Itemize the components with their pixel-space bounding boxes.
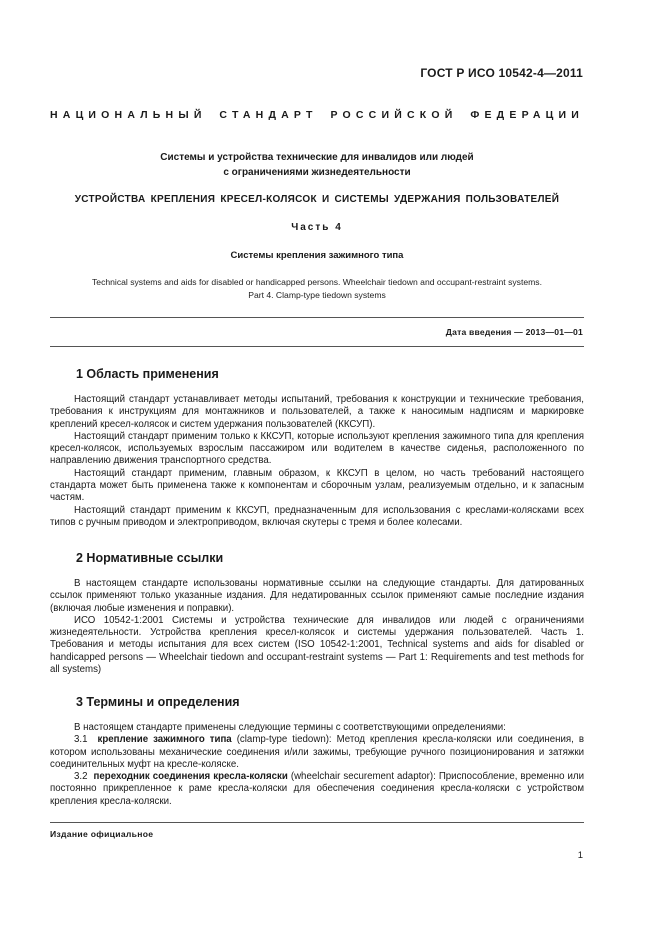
- part-subtitle: Системы крепления зажимного типа: [230, 250, 404, 261]
- section-2-paragraph: В настоящем стандарте использованы нормативные ссылки на следующие стандарты. Для датированных ссылок применяют только указанные издания. Для недатированных ссылок применяют самые последние издания (включая любые изменения и поправки).: [50, 578, 584, 614]
- page-number: 1: [577, 850, 583, 861]
- section-1-heading: 1 Область применения: [76, 367, 219, 381]
- section-2-heading: 2 Нормативные ссылки: [76, 551, 224, 565]
- section-1-paragraph: Настоящий стандарт применим, главным образом, к ККСУП в целом, но часть требований настоящего стандарта может быть применена также к компонентам и сборочным узлам, реализуемым отдельно, и к запасным частям.: [50, 467, 584, 504]
- national-standard-heading: НАЦИОНАЛЬНЫЙ СТАНДАРТ РОССИЙСКОЙ ФЕДЕРАЦИИ: [50, 109, 584, 121]
- part-label: Часть 4: [291, 222, 343, 233]
- title-russian-line-2: с ограничениями жизнедеятельности: [223, 167, 411, 178]
- title-russian: [50, 150, 584, 180]
- official-edition-label: Издание официальное: [50, 829, 154, 839]
- section-1-paragraph: Настоящий стандарт применим только к ККСУП, которые используют крепления зажимного типа для крепления кресел-колясок, используемых взрослым пассажиром или водителем в качестве сиденья, расположенного по направлению движения транспортного средства.: [50, 430, 584, 467]
- title-english-line-2: Part 4. Clamp-type tiedown systems: [248, 290, 386, 300]
- term-number: 3.2: [74, 771, 88, 783]
- divider-footer: [50, 822, 584, 823]
- section-2-paragraph: ИСО 10542-1:2001 Системы и устройства технические для инвалидов или людей с ограничениями жизнедеятельности. Устройства крепления кресел-колясок и системы удержания пользователей. Часть 1. Требования и методы испытания для всех систем (ISO 10542-1:2001, Technical systems and aids for disabled or handicapped persons — Wheelchair tiedown and occupant-restraint systems — Part 1: Requirements and test methods for all systems): [50, 614, 584, 676]
- title-english-line-1: Technical systems and aids for disabled or handicapped persons. Wheelchair tiedown and occupant-restraint systems.: [92, 277, 542, 287]
- section-3-paragraph: В настоящем стандарте применены следующие термины с соответствующими определениями:: [74, 722, 506, 733]
- section-1-body: [50, 394, 584, 529]
- term-definition-3-1: [50, 734, 584, 771]
- section-1-paragraph: Настоящий стандарт устанавливает методы испытаний, требования к конструкции и технические требования, требования к инструкциям для монтажников и пользователей, а также к наносимым надписям и маркировке креплений кресел-колясок и систем удержания пользователей (ККСУП).: [50, 394, 584, 430]
- term-definition-3-2: [50, 771, 584, 808]
- section-3-heading: 3 Термины и определения: [76, 695, 240, 709]
- term-definition: (clamp-type tiedown): Метод крепления кресла-коляски или соединения, в котором использованы механические соединения и/или зажимы, требующие ручного позиционирования и затяжки соединительных муфт на кресле-коляске.: [50, 734, 585, 770]
- term-name: переходник соединения кресла-коляски: [93, 771, 288, 783]
- term-number: 3.1: [74, 734, 88, 746]
- title-russian-line-1: Системы и устройства технические для инвалидов или людей: [160, 152, 474, 163]
- section-3-body: [50, 722, 584, 808]
- document-code: ГОСТ Р ИСО 10542-4—2011: [420, 66, 583, 80]
- introduction-date: Дата введения — 2013—01—01: [445, 327, 583, 337]
- section-1-paragraph: Настоящий стандарт применим к ККСУП, предназначенным для использования с креслами-колясками всех типов с ручным приводом и электроприводом, включая скутеры с тремя и более колесами.: [50, 504, 584, 528]
- term-name: крепление зажимного типа: [97, 734, 232, 746]
- section-2-body: [50, 578, 584, 676]
- divider-date: [50, 346, 584, 347]
- main-title: УСТРОЙСТВА КРЕПЛЕНИЯ КРЕСЕЛ-КОЛЯСОК И СИСТЕМЫ УДЕРЖАНИЯ ПОЛЬЗОВАТЕЛЕЙ: [74, 194, 560, 205]
- title-english: [50, 276, 584, 302]
- term-definition: (wheelchair securement adaptor): Приспособление, временно или постоянно прикрепленное к раме кресла-коляски для обеспечения соединения кресла-коляски с устройством крепления кресла-коляски.: [50, 771, 584, 807]
- divider-top: [50, 317, 584, 318]
